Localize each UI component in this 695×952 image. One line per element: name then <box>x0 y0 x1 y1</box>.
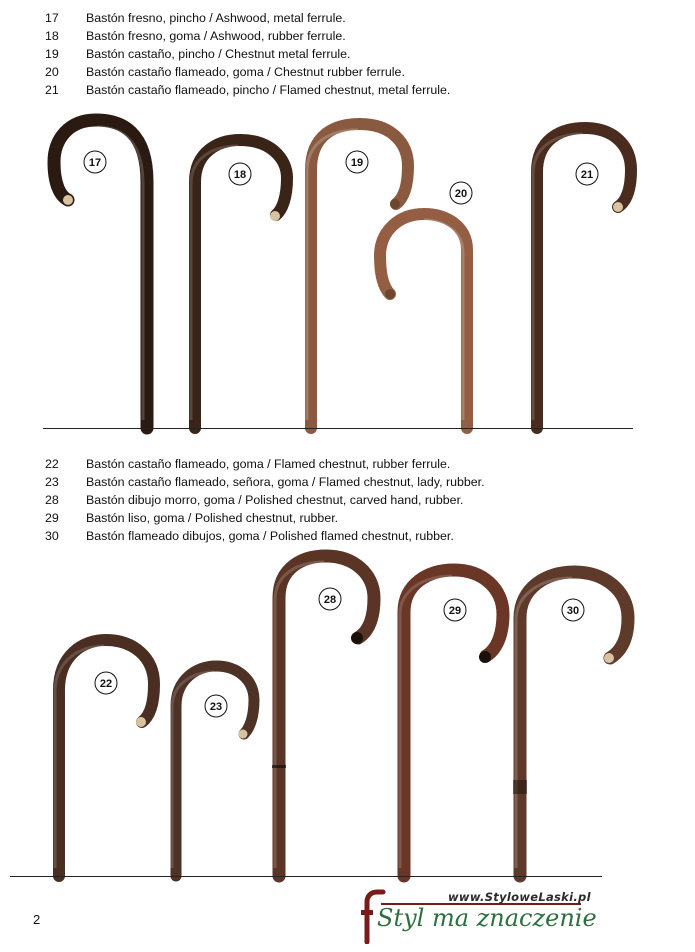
cane-label-21 <box>576 163 598 185</box>
item-description: Bastón castaño flameado, goma / Flamed chestnut, rubber ferrule. <box>86 457 451 471</box>
item-number: 18 <box>45 29 59 43</box>
cane-number: 30 <box>566 605 580 617</box>
item-number: 29 <box>45 511 59 525</box>
floor-line-top <box>43 428 633 429</box>
cane-label-19 <box>346 151 368 173</box>
cane-number: 17 <box>88 157 102 169</box>
item-number: 20 <box>45 65 59 79</box>
item-number: 19 <box>45 47 59 61</box>
cane-label-17 <box>84 151 106 173</box>
floor-line-bottom <box>10 876 602 877</box>
item-number: 22 <box>45 457 59 471</box>
item-description: Bastón flameado dibujos, goma / Polished flamed chestnut, rubber. <box>86 529 454 543</box>
cane-number: 18 <box>233 169 247 181</box>
cane-number: 22 <box>99 678 113 690</box>
item-description: Bastón castaño flameado, goma / Chestnut rubber ferrule. <box>86 65 405 79</box>
item-number: 23 <box>45 475 59 489</box>
cane-20 <box>380 214 467 428</box>
brand-logo <box>353 886 597 946</box>
cane-label-22 <box>95 672 117 694</box>
logo-url[interactable]: www.StyloweLaski.pl <box>448 890 591 904</box>
logo-slogan: Styl ma znaczenie <box>377 904 597 932</box>
cane-label-18 <box>229 163 251 185</box>
cane-number: 28 <box>323 594 337 606</box>
item-number: 21 <box>45 83 59 97</box>
item-number: 28 <box>45 493 59 507</box>
item-description: Bastón liso, goma / Polished chestnut, rubber. <box>86 511 339 525</box>
item-description: Bastón dibujo morro, goma / Polished chestnut, carved hand, rubber. <box>86 493 464 507</box>
item-description: Bastón castaño flameado, pincho / Flamed chestnut, metal ferrule. <box>86 83 451 97</box>
item-description: Bastón castaño, pincho / Chestnut metal ferrule. <box>86 47 351 61</box>
cane-number: 29 <box>448 605 462 617</box>
cane-number: 21 <box>580 169 594 181</box>
item-description: Bastón fresno, goma / Ashwood, rubber ferrule. <box>86 29 346 43</box>
page-number: 2 <box>33 912 41 927</box>
cane-number: 23 <box>209 701 223 713</box>
item-description: Bastón fresno, pincho / Ashwood, metal ferrule. <box>86 11 346 25</box>
item-description: Bastón castaño flameado, señora, goma / Flamed chestnut, lady, rubber. <box>86 475 485 489</box>
item-number: 30 <box>45 529 59 543</box>
cane-label-29 <box>444 599 466 621</box>
cane-label-28 <box>319 588 341 610</box>
item-number: 17 <box>45 11 59 25</box>
cane-label-30 <box>562 599 584 621</box>
cane-number: 20 <box>454 188 468 200</box>
cane-label-23 <box>205 695 227 717</box>
cane-label-20 <box>450 182 472 204</box>
cane-number: 19 <box>350 157 364 169</box>
